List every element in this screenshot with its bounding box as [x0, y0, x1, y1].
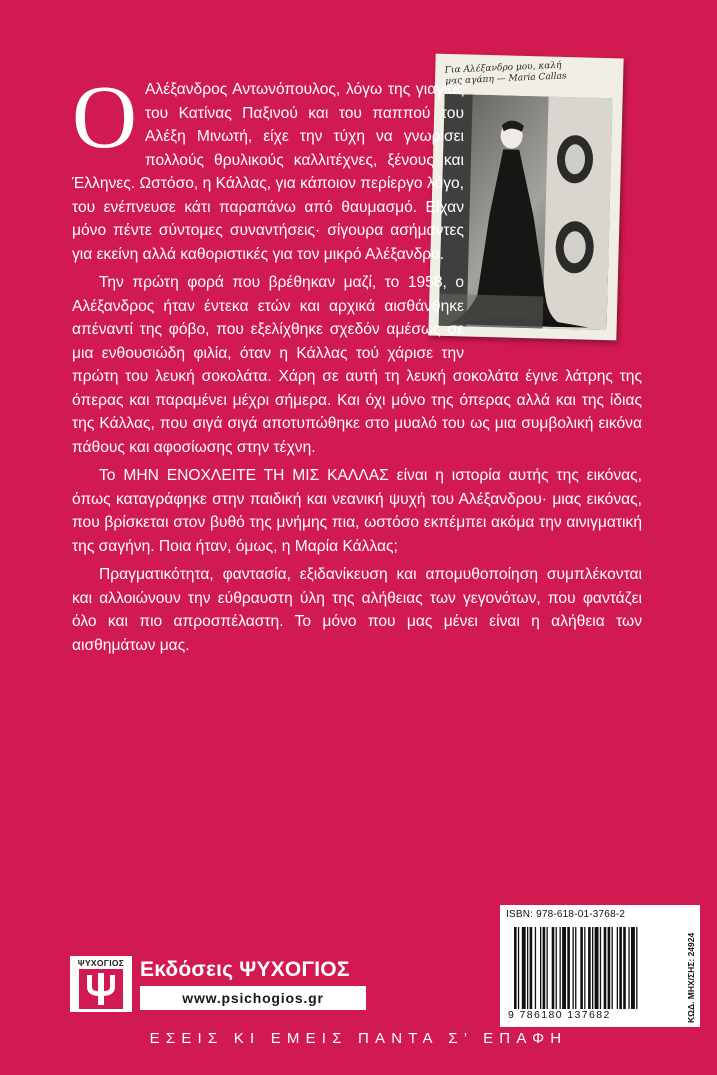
paragraph-1: Ο Αλέξανδρος Αντωνόπουλος, λόγω της γιαγιάς του Κατίνας Παξινού και του παππού του Αλέξη Μινωτή, είχε την τύχη να γνωρίσει πολλούς θρυλικούς καλλιτέχνες, ξένους και Έλληνες. Ωστόσο, η Κάλλας, για κάποιον περίεργο λόγο, του ενέπνευσε κάτι παραπάνω από θαυμασμό. Είχαν μόνο πέντε σύντομες συναντήσεις· σίγουρα ασήμαντες για εκείνη αλλά καθοριστικές για τον μικρό Αλέξανδρο. — [72, 68, 464, 263]
paragraph-3: Το ΜΗΝ ΕΝΟΧΛΕΙΤΕ ΤΗ ΜΙΣ ΚΑΛΛΑΣ είναι η ιστορία αυτής της εικόνας, όπως καταγράφηκε στην παιδική και νεανική ψυχή του Αλέξανδρου· μιας εικόνας, που βρίσκεται στον βυθό της μνήμης πια, ωστόσο εκπέμπει ακόμα την αινιγματική της σαγήνη. Ποια ήταν, όμως, η Μαρία Κάλλας; — [72, 467, 642, 555]
isbn-label: ISBN: 978-618-01-3768-2 — [506, 909, 626, 920]
publisher-name: Εκδόσεις ΨΥΧΟΓΙΟΣ — [140, 958, 350, 981]
psi-icon — [79, 969, 123, 1009]
logo-mark-word: ΨΥΧΟΓΙΟΣ — [77, 958, 125, 968]
paragraph-4: Πραγματικότητα, φαντασία, εξιδανίκευση και απομυθοποίηση συμπλέκονται και αλλοιώνουν την εύθραυστη ύλη της αλήθειας των γεγονότων, που φαντάζει όλο και πιο απροσπέλαστη. Το μόνο που μας μένει είναι η αλήθεια των αισθημάτων μας. — [72, 566, 642, 654]
barcode-icon — [514, 927, 682, 1009]
paragraph-2: Την πρώτη φορά που βρέθηκαν μαζί, το 1958, ο Αλέξανδρος ήταν έντεκα ετών και αρχικά αισθάνθηκε απέναντί της φόβο, που εξελίχθηκε σχεδόν αμέσως σε μια ενθουσιώδη φιλία, όταν η Κάλλας τού χάρισε την πρώτη του λευκή σοκολάτα. Χάρη σε αυτή τη λευκή σοκολάτα έγινε λάτρης της όπερας και παραμένει μέχρι σήμερα. Και όχι μόνο της όπερας αλλά και της ίδιας της Κάλλας, που σιγά σιγά αποτυπώθηκε στο μυαλό του ως μια συμβολική εικόνα πάθους και αφοσίωσης στην τέχνη. — [72, 274, 642, 456]
product-code: ΚΩΔ. ΜΗΧ/ΣΗΣ: 24924 — [686, 932, 696, 1023]
tagline: ΕΣΕΙΣ ΚΙ ΕΜΕΙΣ ΠΑΝΤΑ Σ’ ΕΠΑΦΗ — [149, 1030, 568, 1047]
psi-logo-mark — [70, 956, 132, 1012]
publisher-logo — [70, 956, 370, 1012]
photo-inscription: Για Αλέξανδρο μου, καλή μας αγάπη — Maria Callas — [444, 60, 567, 87]
barcode-digits: 9 786180 137682 — [508, 1009, 611, 1021]
isbn-barcode-box — [500, 905, 700, 1027]
photo-spacer — [472, 60, 650, 352]
drop-cap: Ο — [72, 68, 137, 167]
publisher-url: www.psichogios.gr — [140, 986, 366, 1010]
